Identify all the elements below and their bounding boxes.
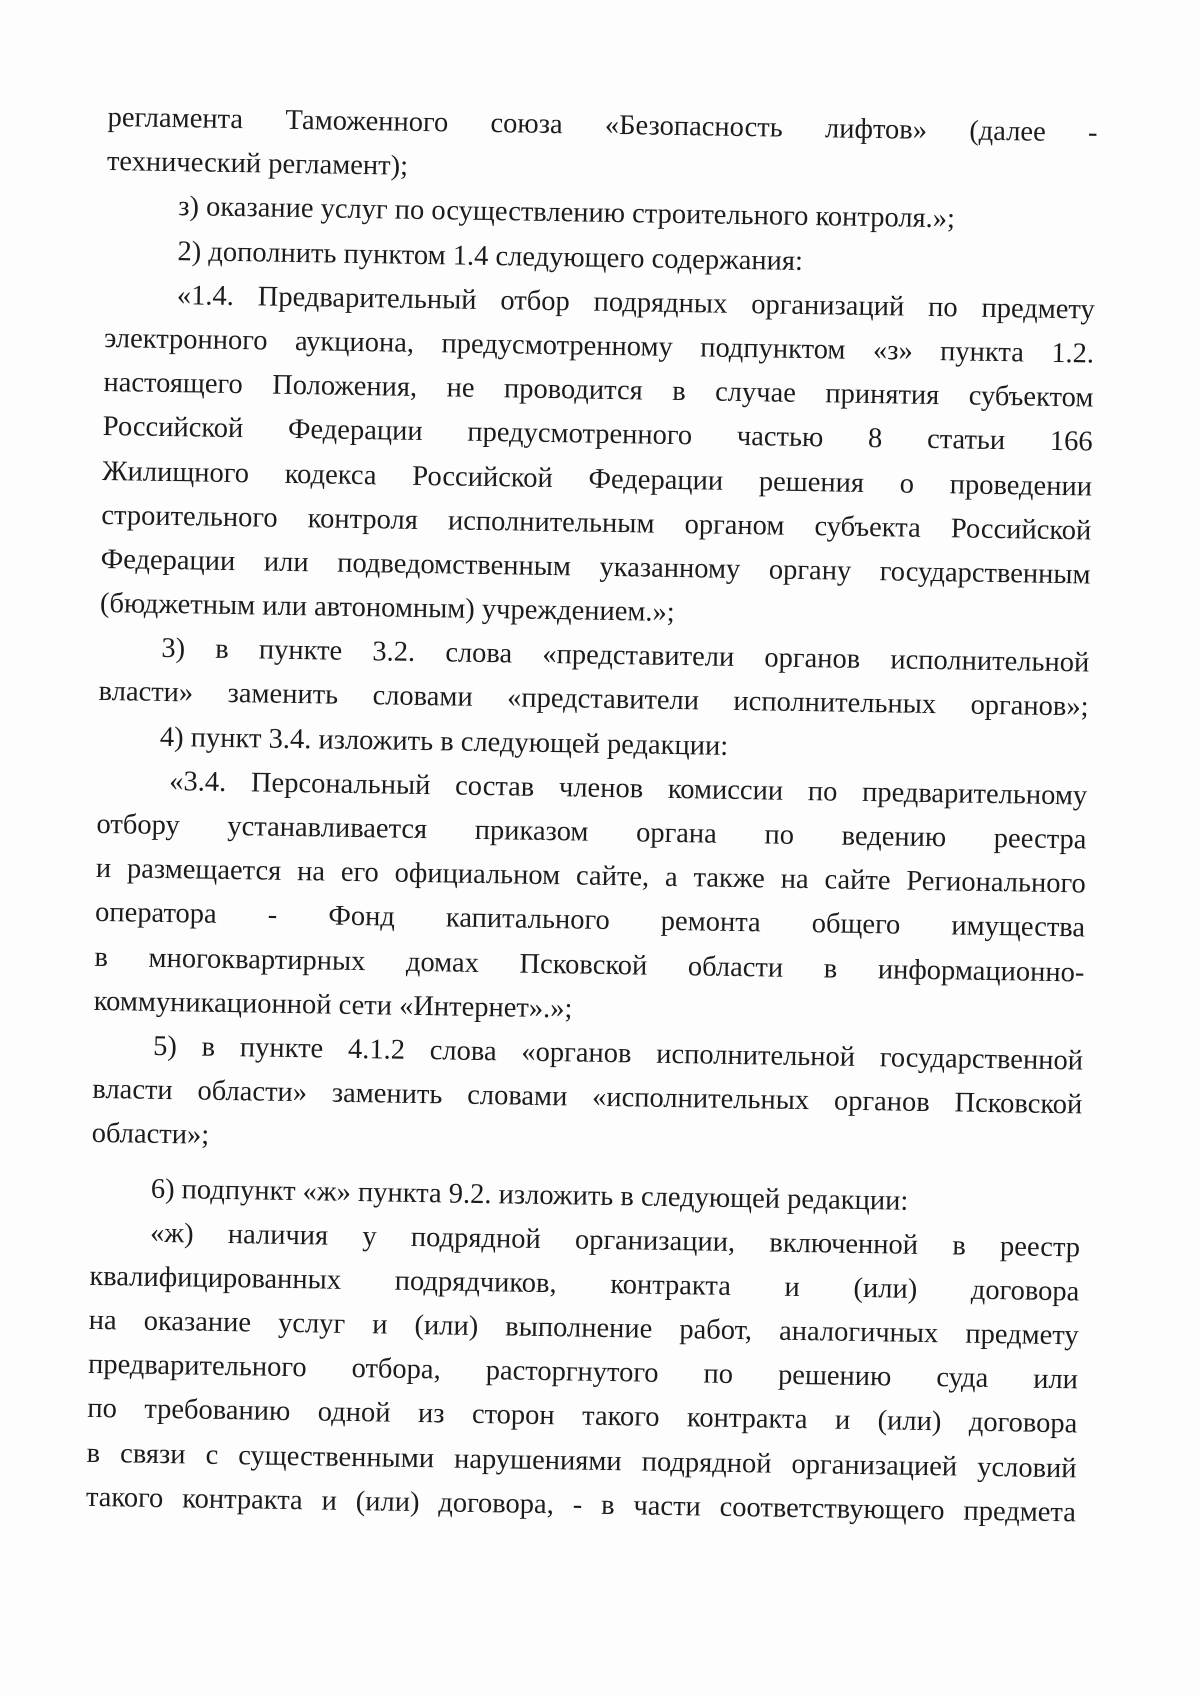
- text-line: оператора - Фонд капитального ремонта общего имущества: [94, 897, 1086, 944]
- text-line: 2) дополнить пунктом 1.4 следующего содержания:: [177, 235, 804, 277]
- text-line: з) оказание услуг по осуществлению строительного контроля.»;: [178, 191, 956, 235]
- text-line: электронного аукциона, предусмотренному подпунктом «з» пункта 1.2.: [103, 322, 1095, 370]
- text-line: (бюджетным или автономным) учреждением.»;: [99, 588, 675, 629]
- text-line: 3) в пункте 3.2. слова «представители органов исполнительной: [161, 633, 1090, 679]
- text-line: технический регламент);: [106, 146, 409, 182]
- text-line: отбору устанавливается приказом органа по ведению реестра: [96, 808, 1087, 856]
- text-line: квалифицированных подрядчиков, контракта и (или) договора: [89, 1260, 1080, 1308]
- text-line: настоящего Положения, не проводится в случае принятия субъектом: [103, 367, 1094, 414]
- text-line: «ж) наличия у подрядной организации, включенной в реестр: [149, 1217, 1081, 1264]
- text-line: Российской Федерации предусмотренного частью 8 статьи 166: [102, 411, 1093, 458]
- text-line: 6) подпункт «ж» пункта 9.2. изложить в следующей редакции:: [150, 1173, 909, 1217]
- text-line: такого контракта и (или) договора, - в части соответствующего предмета: [85, 1481, 1077, 1529]
- text-line: предварительного отбора, расторгнутого по решению суда или: [87, 1349, 1079, 1396]
- text-line: Жилищного кодекса Российской Федерации решения о проведении: [101, 455, 1093, 503]
- text-line: 4) пункт 3.4. изложить в следующей редакции:: [159, 721, 729, 762]
- text-line: в многоквартирных домах Псковской области в информационно-: [94, 941, 1085, 989]
- text-line: власти области» заменить словами «исполнительных органов Псковской: [92, 1074, 1083, 1121]
- text-line: 5) в пункте 4.1.2 слова «органов исполнительной государственной: [152, 1030, 1084, 1077]
- text-line: «3.4. Персональный состав членов комиссии по предварительному: [168, 765, 1088, 812]
- document-body: [86, 96, 1098, 1535]
- text-line: и размещается на его официальном сайте, а также на сайте Регионального: [95, 853, 1086, 900]
- text-line: Федерации или подведомственным указанному органу государственным: [100, 543, 1091, 591]
- text-line: коммуникационной сети «Интернет».»;: [93, 985, 573, 1025]
- text-line: строительного контроля исполнительным органом субъекта Российской: [101, 499, 1092, 547]
- text-line: власти» заменить словами «представители исполнительных органов»;: [98, 676, 1089, 723]
- text-line: области»;: [91, 1118, 210, 1152]
- text-line: в связи с существенными нарушениями подрядной организацией условий: [86, 1437, 1077, 1485]
- text-line: регламента Таможенного союза «Безопасность лифтов» (далее -: [107, 101, 1098, 149]
- text-line: «1.4. Предварительный отбор подрядных организаций по предмету: [176, 279, 1096, 326]
- text-line: на оказание услуг и (или) выполнение работ, аналогичных предмету: [88, 1304, 1079, 1352]
- text-line: по требованию одной из сторон такого контракта и (или) договора: [87, 1393, 1078, 1440]
